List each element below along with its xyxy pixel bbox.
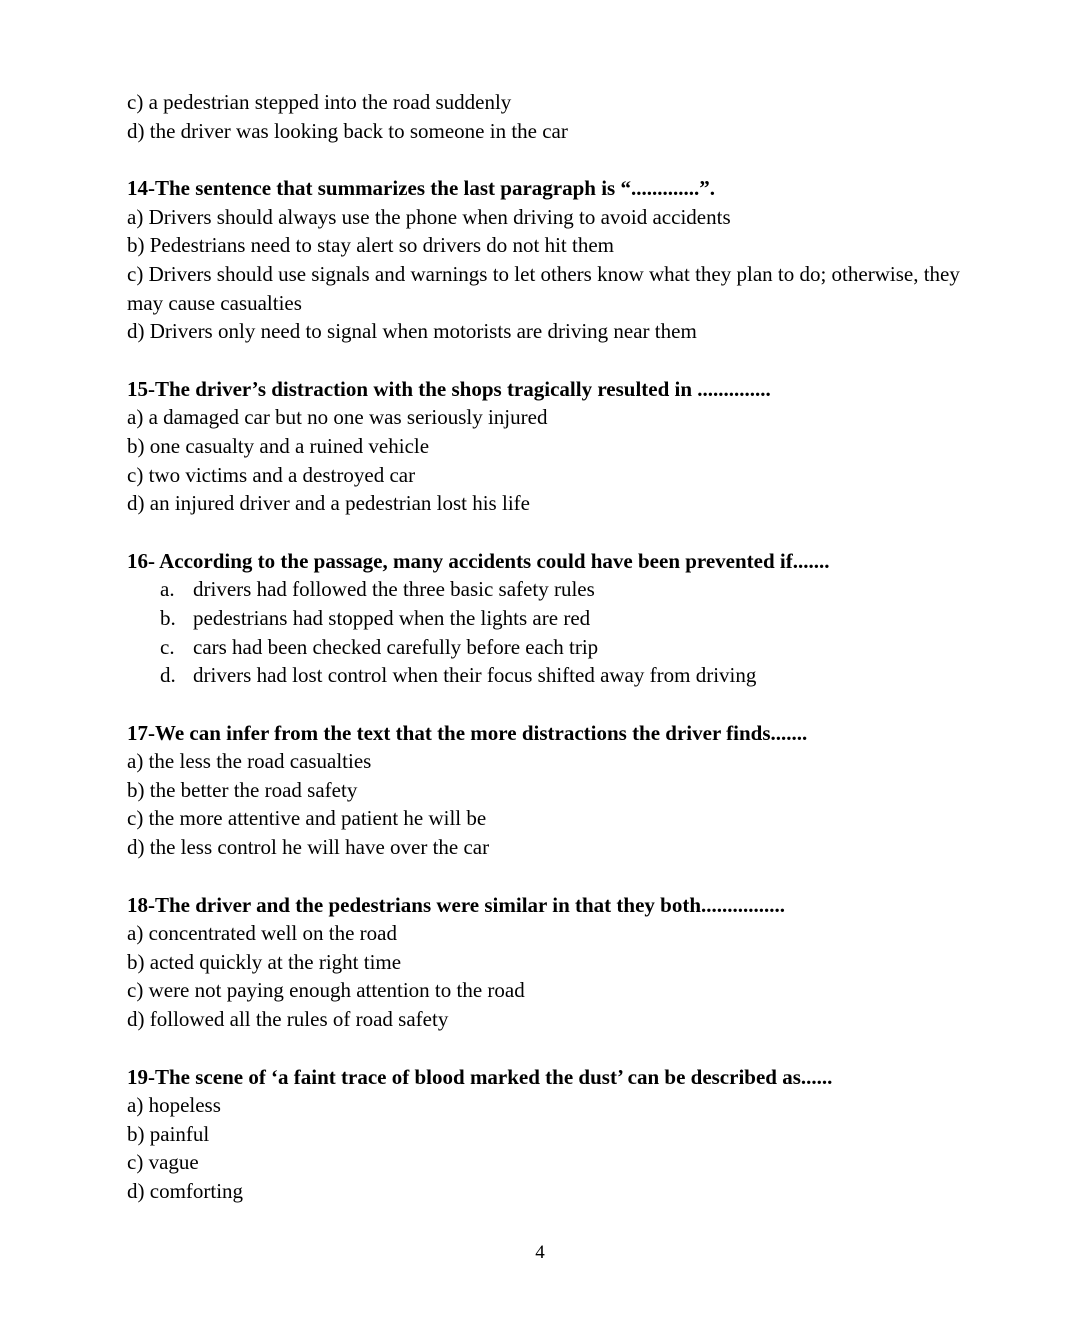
option-line: [127, 948, 965, 977]
option-line: [127, 489, 965, 518]
option-line: [127, 804, 965, 833]
option-text: drivers had lost control when their focus shifted away from driving: [193, 663, 757, 688]
question-17: [127, 719, 965, 862]
option-label: b): [127, 777, 145, 802]
option-line: [127, 661, 965, 690]
option-text: hopeless: [148, 1093, 221, 1118]
question-19: [127, 1063, 965, 1206]
option-text: comforting: [149, 1179, 244, 1203]
option-text: Drivers should use signals and warnings to let others know what they plan to do; otherwise, they may cause casualties: [127, 261, 960, 315]
option-label: d): [127, 319, 145, 344]
option-label: c): [127, 978, 144, 1003]
option-label: c.: [160, 634, 175, 659]
option-label: a): [127, 1093, 144, 1118]
option-label: b): [127, 1121, 145, 1146]
option-text: Pedestrians need to stay alert so drivers do not hit them: [149, 233, 614, 258]
option-label: d): [127, 1007, 145, 1032]
option-line: [127, 833, 965, 862]
question-prompt: 18-The driver and the pedestrians were similar in that they both................: [127, 892, 786, 917]
question-16: [127, 547, 965, 690]
option-label: a.: [160, 577, 175, 602]
option-label: a): [127, 749, 144, 774]
option-label: b): [127, 233, 145, 258]
option-line: [127, 747, 965, 776]
option-text: painful: [149, 1121, 210, 1146]
option-line: [127, 432, 965, 461]
option-label: a): [127, 921, 144, 946]
question-prompt: 15-The driver’s distraction with the shops tragically resulted in ..............: [127, 376, 771, 401]
option-line: [127, 231, 965, 260]
option-label: c): [127, 462, 144, 487]
option-text: a damaged car but no one was seriously injured: [148, 405, 548, 430]
option-line: [127, 1120, 965, 1149]
question-15: [127, 375, 965, 518]
option-line: [127, 633, 965, 662]
option-label: d): [127, 118, 145, 143]
option-line: [127, 403, 965, 432]
question-prompt: 17-We can infer from the text that the more distractions the driver finds.......: [127, 720, 808, 745]
option-text: the driver was looking back to someone in the car: [149, 118, 568, 143]
option-label: c): [127, 90, 144, 114]
option-text: Drivers should always use the phone when driving to avoid accidents: [148, 204, 731, 229]
option-text: cars had been checked carefully before each trip: [193, 634, 599, 659]
option-line: [127, 919, 965, 948]
option-line: [127, 1177, 965, 1206]
option-text: acted quickly at the right time: [149, 949, 402, 974]
option-text: pedestrians had stopped when the lights are red: [193, 605, 591, 630]
option-label: d): [127, 1179, 145, 1203]
option-text: followed all the rules of road safety: [149, 1007, 449, 1032]
option-line: [127, 461, 965, 490]
option-label: c): [127, 261, 144, 286]
option-line: [127, 317, 965, 346]
option-line: [127, 117, 965, 146]
option-line: [127, 604, 965, 633]
page-number: 4: [535, 1242, 545, 1263]
previous-question-options: [127, 88, 965, 145]
option-label: b): [127, 433, 145, 458]
option-line: [127, 776, 965, 805]
option-label: b): [127, 949, 145, 974]
question-18: [127, 891, 965, 1034]
option-line: [127, 1148, 965, 1177]
option-text: one casualty and a ruined vehicle: [149, 433, 430, 458]
question-prompt: 19-The scene of ‘a faint trace of blood marked the dust’ can be described as......: [127, 1064, 833, 1089]
option-text: were not paying enough attention to the road: [148, 978, 525, 1003]
option-line: [127, 575, 965, 604]
option-label: c): [127, 1150, 144, 1175]
option-label: a): [127, 204, 144, 229]
option-line: [127, 260, 965, 317]
option-label: b.: [160, 605, 176, 630]
question-14: [127, 174, 965, 346]
option-text: an injured driver and a pedestrian lost his life: [149, 491, 530, 516]
option-label: d.: [160, 663, 176, 688]
option-label: c): [127, 806, 144, 831]
option-line: [127, 976, 965, 1005]
option-line: [127, 88, 965, 117]
option-line: [127, 1091, 965, 1120]
option-text: the less control he will have over the car: [149, 835, 490, 860]
option-label: d): [127, 835, 145, 860]
option-text: a pedestrian stepped into the road suddenly: [148, 90, 512, 114]
option-text: Drivers only need to signal when motorists are driving near them: [149, 319, 697, 344]
option-label: d): [127, 491, 145, 516]
option-line: [127, 203, 965, 232]
option-label: a): [127, 405, 144, 430]
option-text: the less the road casualties: [148, 749, 372, 774]
option-line: [127, 1005, 965, 1034]
question-prompt: 14-The sentence that summarizes the last paragraph is “.............”.: [127, 176, 715, 201]
option-text: drivers had followed the three basic safety rules: [193, 577, 595, 602]
option-text: vague: [148, 1150, 199, 1175]
question-prompt: 16- According to the passage, many accidents could have been prevented if.......: [127, 548, 830, 573]
option-text: the more attentive and patient he will be: [148, 806, 487, 831]
option-text: two victims and a destroyed car: [148, 462, 416, 487]
option-text: the better the road safety: [149, 777, 358, 802]
option-text: concentrated well on the road: [148, 921, 397, 946]
